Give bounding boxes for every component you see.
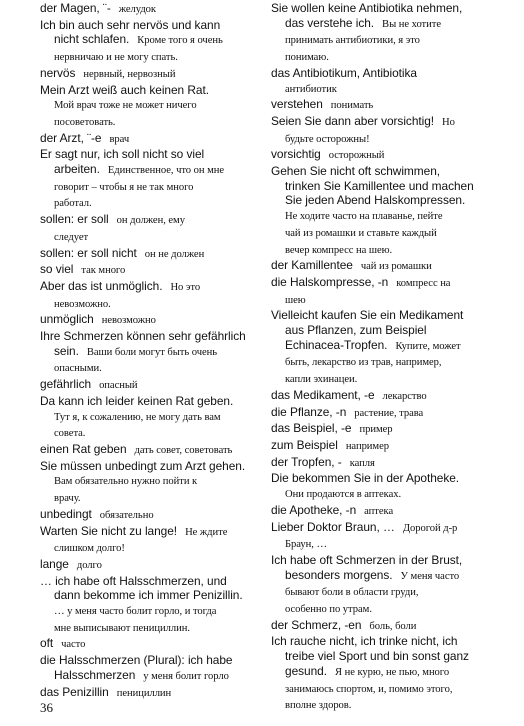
russian-translation: растение, трава: [354, 407, 424, 419]
russian-translation: нервный, нервозный: [83, 68, 176, 80]
russian-translation: понимать: [330, 100, 374, 112]
entry-line: [271, 258, 483, 275]
german-text: … ich habe oft Halsschmerzen, und: [40, 573, 227, 588]
vocab-entry: [271, 147, 483, 164]
vocab-entry: [40, 18, 265, 66]
entry-line: [40, 229, 265, 246]
entry-line: [271, 371, 483, 388]
entry-line: [271, 164, 483, 179]
german-text: Gehen Sie nicht oft schwimmen,: [271, 164, 441, 179]
russian-translation: например: [345, 440, 389, 452]
german-text: trinken Sie Kamillentee und machen: [285, 178, 474, 193]
german-text: gesund.: [285, 663, 327, 678]
russian-translation: пенициллин: [116, 687, 172, 699]
german-text: aus Pflanzen, zum Beispiel: [285, 323, 427, 338]
german-text: das verstehe ich.: [285, 15, 375, 30]
russian-translation: компресс на: [396, 277, 451, 289]
german-text: das Penizillin: [40, 684, 109, 699]
russian-translation: шею: [285, 294, 306, 306]
entry-line: [40, 296, 265, 313]
vocab-entry: [40, 524, 265, 557]
german-text: der Kamillentee: [271, 258, 353, 273]
russian-translation: он должен, ему: [116, 215, 185, 227]
russian-translation: У меня часто: [400, 570, 460, 582]
entry-line: [40, 246, 265, 263]
russian-translation: мне выписывают пенициллин.: [54, 622, 190, 634]
entry-line: [271, 1, 483, 16]
entry-line: [40, 442, 265, 459]
german-text: nervös: [40, 65, 76, 80]
entry-line: [271, 503, 483, 520]
entry-line: [40, 66, 265, 83]
russian-translation: желудок: [118, 4, 157, 15]
german-text: so viel: [40, 262, 74, 277]
entry-line: [40, 195, 265, 212]
entry-line: [271, 584, 483, 601]
russian-translation: … у меня часто болит горло, и тогда: [54, 606, 217, 618]
german-text: Lieber Doktor Braun, …: [271, 519, 395, 534]
german-text: Da kann ich leider keinen Rat geben.: [40, 393, 234, 408]
entry-line: [271, 131, 483, 148]
vocab-entry: [40, 557, 265, 574]
vocab-entry: [271, 421, 483, 438]
russian-translation: Единственное, что он мне: [107, 165, 225, 177]
german-text: besonders morgens.: [285, 567, 393, 582]
entry-line: [271, 354, 483, 371]
russian-translation: Купите, может: [395, 340, 461, 352]
russian-translation: капля: [349, 457, 375, 469]
vocab-entry: [40, 377, 265, 394]
entry-line: [271, 697, 483, 714]
german-text: gefährlich: [40, 377, 92, 392]
vocab-entry: [40, 394, 265, 442]
german-text: das Medikament, -e: [271, 387, 375, 402]
russian-translation: нервничаю и не могу спать.: [54, 52, 178, 64]
vocab-entry: [271, 388, 483, 405]
vocab-entry: [40, 147, 265, 212]
vocab-entry: [40, 66, 265, 83]
russian-translation: вполне здоров.: [285, 700, 352, 712]
vocab-entry: [271, 618, 483, 635]
russian-translation: работал.: [54, 198, 92, 210]
vocab-entry: [271, 553, 483, 618]
german-text: Seien Sie dann aber vorsichtig!: [271, 113, 435, 128]
entry-line: [40, 377, 265, 394]
entry-line: [271, 649, 483, 664]
entry-line: [40, 557, 265, 574]
german-text: Vielleicht kaufen Sie ein Medikament: [271, 308, 464, 323]
russian-translation: Браун, …: [285, 539, 328, 551]
entry-line: [271, 601, 483, 618]
entry-line: [271, 664, 483, 681]
german-text: unmöglich: [40, 312, 94, 327]
german-text: Aber das ist unmöglich.: [40, 278, 163, 293]
vocab-entry: [40, 442, 265, 459]
russian-translation: вечер компресс на шею.: [285, 244, 393, 256]
vocab-entry: [40, 83, 265, 131]
entry-line: [40, 540, 265, 557]
entry-line: [40, 179, 265, 196]
entry-line: [40, 507, 265, 524]
entry-line: [271, 292, 483, 309]
vocab-entry: [40, 507, 265, 524]
entry-line: [40, 279, 265, 296]
vocab-entry: [271, 258, 483, 275]
vocab-entry: [271, 114, 483, 147]
german-text: sollen: er soll nicht: [40, 245, 137, 260]
russian-translation: особенно по утрам.: [285, 604, 372, 616]
german-text: zum Beispiel: [271, 437, 338, 452]
entry-line: [40, 425, 265, 442]
russian-translation: Дорогой д-р: [402, 522, 458, 534]
entry-line: [271, 486, 483, 503]
vocab-entry: [271, 405, 483, 422]
vocab-entry: [40, 1, 265, 18]
russian-translation: Тут я, к сожалению, не могу дать вам: [54, 411, 221, 423]
german-text: Sie jeden Abend Halskompressen.: [285, 193, 466, 208]
vocab-entry: [40, 246, 265, 263]
vocab-entry: [271, 520, 483, 553]
entry-line: [271, 618, 483, 635]
entry-line: [40, 1, 265, 18]
entry-line: [271, 179, 483, 194]
german-text: Die bekommen Sie in der Apotheke.: [271, 471, 460, 486]
entry-line: [40, 668, 265, 685]
german-text: Warten Sie nicht zu lange!: [40, 523, 178, 538]
russian-translation: врачу.: [54, 493, 81, 505]
vocab-entry: [271, 634, 483, 714]
vocab-entry: [40, 459, 265, 507]
vocab-entry: [40, 685, 265, 702]
entry-line: [40, 312, 265, 329]
entry-line: [40, 360, 265, 377]
vocab-entry: [40, 212, 265, 245]
entry-line: [40, 131, 265, 148]
right-column: [271, 1, 483, 714]
entry-line: [40, 653, 265, 668]
russian-translation: Но: [442, 116, 455, 128]
entry-line: [271, 225, 483, 242]
entry-line: [271, 421, 483, 438]
russian-translation: аптека: [364, 505, 394, 517]
vocab-entry: [271, 97, 483, 114]
entry-line: [40, 344, 265, 361]
entry-line: [271, 193, 483, 208]
german-text: sein.: [54, 343, 79, 358]
entry-line: [271, 536, 483, 553]
entry-line: [40, 409, 265, 426]
entry-line: [271, 114, 483, 131]
vocab-entry: [40, 636, 265, 653]
russian-translation: посоветовать.: [54, 116, 116, 128]
vocab-entry: [271, 503, 483, 520]
german-text: treibe viel Sport und bin sonst ganz: [285, 649, 469, 664]
entry-line: [40, 18, 265, 33]
russian-translation: слишком долго!: [54, 543, 125, 555]
entry-line: [271, 471, 483, 486]
russian-translation: антибиотик: [285, 83, 337, 95]
entry-line: [40, 329, 265, 344]
russian-translation: быть, лекарство из трав, например,: [285, 357, 442, 369]
german-text: die Pflanze, -n: [271, 404, 347, 419]
russian-translation: понимаю.: [285, 52, 329, 64]
russian-translation: Вам обязательно нужно пойти к: [54, 476, 198, 488]
entry-line: [271, 568, 483, 585]
russian-translation: Не ходите часто на плаванье, пейте: [285, 211, 443, 223]
russian-translation: дать совет, советовать: [134, 444, 233, 456]
entry-line: [40, 490, 265, 507]
german-text: einen Rat geben: [40, 441, 127, 456]
russian-translation: капли эхинацеи.: [285, 374, 358, 386]
german-text: der Magen, ¨-: [40, 1, 111, 15]
vocab-entry: [271, 471, 483, 502]
german-text: die Halsschmerzen (Plural): ich habe: [40, 653, 233, 668]
entry-line: [271, 66, 483, 81]
entry-line: [271, 388, 483, 405]
entry-line: [271, 438, 483, 455]
entry-line: [40, 394, 265, 409]
german-text: die Apotheke, -n: [271, 502, 357, 517]
russian-translation: осторожный: [328, 150, 385, 162]
entry-line: [271, 97, 483, 114]
russian-translation: Я не курю, не пью, много: [334, 666, 450, 678]
vocab-entry: [40, 329, 265, 377]
entry-line: [271, 242, 483, 259]
german-text: das Antibiotikum, Antibiotika: [271, 65, 417, 80]
entry-line: [271, 208, 483, 225]
entry-line: [271, 455, 483, 472]
german-text: die Halskompresse, -n: [271, 274, 389, 289]
entry-line: [40, 114, 265, 131]
entry-line: [40, 162, 265, 179]
entry-line: [271, 553, 483, 568]
german-text: nicht schlafen.: [54, 32, 130, 47]
russian-translation: следует: [54, 231, 89, 243]
russian-translation: Ваши боли могут быть очень: [86, 346, 218, 358]
entry-line: [40, 83, 265, 98]
entry-line: [40, 212, 265, 229]
german-text: der Schmerz, -en: [271, 617, 362, 632]
entry-line: [40, 588, 265, 603]
german-text: das Beispiel, -e: [271, 421, 352, 436]
german-text: der Arzt, ¨-e: [40, 130, 102, 145]
entry-line: [271, 16, 483, 33]
russian-translation: говорит – чтобы я не так много: [54, 181, 194, 193]
russian-translation: Мой врач тоже не может ничего: [54, 100, 197, 112]
german-text: Ihre Schmerzen können sehr gefährlich: [40, 329, 246, 344]
entry-line: [271, 32, 483, 49]
german-text: Ich habe oft Schmerzen in der Brust,: [271, 552, 463, 567]
german-text: unbedingt: [40, 506, 92, 521]
entry-line: [40, 603, 265, 620]
russian-translation: опасными.: [54, 363, 102, 375]
entry-line: [271, 338, 483, 355]
entry-line: [271, 520, 483, 537]
vocab-entry: [271, 275, 483, 308]
russian-translation: у меня болит горло: [143, 670, 229, 682]
entry-line: [271, 634, 483, 649]
russian-translation: долго: [76, 559, 102, 571]
entry-line: [40, 147, 265, 162]
entry-line: [40, 620, 265, 637]
russian-translation: будьте осторожны!: [285, 133, 370, 145]
vocab-entry: [271, 455, 483, 472]
german-text: verstehen: [271, 97, 323, 112]
entry-line: [40, 574, 265, 589]
entry-line: [40, 32, 265, 49]
german-text: Sie müssen unbedingt zum Arzt gehen.: [40, 458, 246, 473]
german-text: der Tropfen, -: [271, 454, 342, 469]
entry-line: [40, 262, 265, 279]
russian-translation: часто: [61, 639, 86, 651]
russian-translation: опасный: [99, 380, 138, 392]
russian-translation: боль, боли: [369, 620, 417, 632]
russian-translation: Они продаются в аптеках.: [285, 489, 402, 501]
russian-translation: лекарство: [382, 390, 427, 402]
entry-line: [271, 147, 483, 164]
entry-line: [40, 459, 265, 474]
entry-line: [40, 524, 265, 541]
entry-line: [271, 323, 483, 338]
russian-translation: принимать антибиотики, я это: [285, 35, 420, 47]
german-text: lange: [40, 556, 69, 571]
russian-translation: занимаюсь спортом, и, помимо этого,: [285, 683, 453, 695]
vocab-entry: [271, 1, 483, 66]
german-text: Mein Arzt weiß auch keinen Rat.: [40, 82, 209, 97]
german-text: Er sagt nur, ich soll nicht so viel: [40, 147, 205, 162]
german-text: Ich bin auch sehr nervös und kann: [40, 17, 221, 32]
vocab-entry: [40, 312, 265, 329]
russian-translation: врач: [109, 133, 130, 145]
vocab-entry: [271, 308, 483, 388]
entry-line: [40, 49, 265, 66]
entry-line: [271, 681, 483, 698]
russian-translation: Кроме того я очень: [137, 35, 223, 47]
vocab-entry: [271, 164, 483, 258]
russian-translation: он не должен: [144, 248, 205, 260]
vocab-entry: [40, 131, 265, 148]
german-text: vorsichtig: [271, 147, 321, 162]
vocab-entry: [271, 438, 483, 455]
vocab-entry: [40, 262, 265, 279]
russian-translation: так много: [81, 265, 126, 277]
german-text: dann bekomme ich immer Penizillin.: [54, 588, 243, 603]
entry-line: [271, 49, 483, 66]
german-text: Halsschmerzen: [54, 667, 136, 682]
russian-translation: Вы не хотите: [382, 18, 441, 30]
entry-line: [271, 405, 483, 422]
russian-translation: совета.: [54, 428, 86, 440]
russian-translation: невозможно.: [54, 298, 111, 310]
german-text: sollen: er soll: [40, 212, 109, 227]
entry-line: [40, 97, 265, 114]
german-text: oft: [40, 636, 54, 651]
russian-translation: чай из ромашки: [360, 261, 432, 273]
russian-translation: обязательно: [99, 509, 154, 521]
russian-translation: невозможно: [101, 315, 156, 327]
russian-translation: Не ждите: [185, 526, 228, 538]
vocab-entry: [271, 66, 483, 97]
german-text: Sie wollen keine Antibiotika nehmen,: [271, 1, 463, 15]
russian-translation: бывают боли в области груди,: [285, 587, 419, 599]
german-text: arbeiten.: [54, 162, 100, 177]
entry-line: [40, 685, 265, 702]
left-column: [40, 1, 265, 701]
vocab-entry: [40, 279, 265, 312]
page-number: 36: [40, 700, 53, 715]
german-text: Ich rauche nicht, ich trinke nicht, ich: [271, 634, 458, 649]
entry-line: [271, 275, 483, 292]
russian-translation: Но это: [170, 281, 201, 293]
entry-line: [40, 636, 265, 653]
german-text: Echinacea-Tropfen.: [285, 337, 388, 352]
russian-translation: чай из ромашки и ставьте каждый: [285, 227, 437, 239]
entry-line: [271, 308, 483, 323]
entry-line: [40, 473, 265, 490]
russian-translation: пример: [359, 424, 393, 436]
entry-line: [271, 81, 483, 98]
vocab-entry: [40, 653, 265, 684]
vocab-entry: [40, 574, 265, 637]
